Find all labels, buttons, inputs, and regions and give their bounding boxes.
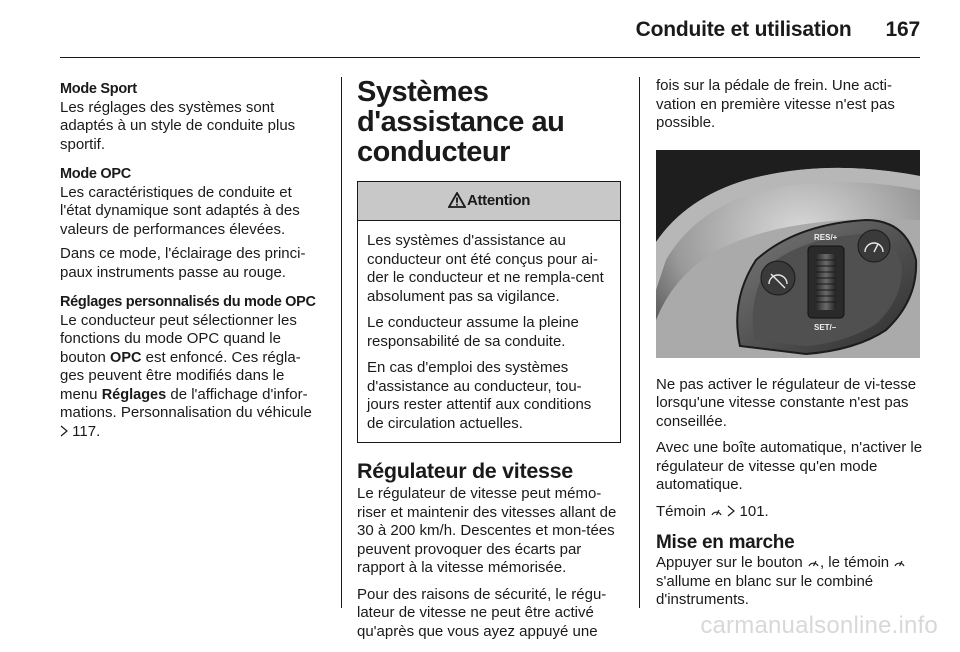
page-reference[interactable]: 101. (739, 502, 769, 520)
subheading-custom: Réglages personnalisés du mode OPC (60, 294, 316, 310)
page-reference-icon[interactable] (60, 425, 68, 437)
mise-en-marche-title: Mise en marche (656, 532, 795, 553)
attention-box (357, 181, 621, 443)
page-header (636, 18, 920, 42)
paragraph-custom: Le conducteur peut sélectionner les fonctions du mode OPC quand le bouton OPC est enfoncé. Ces régla-ges peuvent être modifiés dans le menu Réglages de l'affichage d'infor-mations. Personnalisation du véhicule 117. (60, 311, 312, 440)
paragraph-mise: Appuyer sur le bouton , le témoin s'allume en blanc sur le combiné d'instruments. (656, 554, 926, 610)
attention-header (358, 182, 620, 221)
column-2 (357, 77, 621, 652)
header-rule (60, 57, 920, 58)
column-divider (639, 77, 640, 608)
temoin-line: Témoin 101. (656, 502, 769, 520)
cruise-control-indicator-icon (893, 557, 906, 568)
column-divider (341, 77, 342, 608)
cruise-control-indicator-icon (807, 557, 820, 568)
attention-title: Attention (466, 192, 531, 209)
paragraph: Ne pas activer le régulateur de vi-tesse lorsqu'une vitesse constante n'est pas conseillée. (656, 375, 917, 430)
paragraph: Avec une boîte automatique, n'activer le régulateur de vitesse qu'en mode automatique. (656, 439, 923, 493)
subheading-sport: Mode Sport (60, 81, 137, 97)
opc-button-label: OPC (110, 349, 142, 366)
steering-wheel-cruise-controls-photo (656, 150, 920, 358)
column-3 (656, 77, 926, 621)
subheading-opc: Mode OPC (60, 166, 131, 182)
cruise-control-indicator-icon (710, 506, 723, 517)
attention-paragraph: Les systèmes d'assistance au conducteur ont été conçus pour ai-der le conducteur et ne rempla-cent absolument pas sa vigilance. (367, 232, 604, 305)
paragraph: Le régulateur de vitesse peut mémo-riser et maintenir des vitesses allant de 30 à 200 km/h. Descentes et mon-tées peuvent provoquer des écarts par rapport à la vitesse mémorisée. (357, 485, 617, 576)
settings-menu-label: Réglages (101, 386, 167, 403)
page-number: 167 (885, 18, 920, 41)
warning-icon (448, 192, 466, 208)
cruise-control-title: Régulateur de vitesse (357, 459, 573, 483)
column-1 (60, 80, 322, 452)
header-title: Conduite et utilisation (635, 18, 852, 41)
paragraph: Les réglages des systèmes sont adaptés à un style de conduite plus sportif. (60, 98, 296, 153)
page-reference[interactable]: 117. (72, 422, 101, 440)
paragraph: Dans ce mode, l'éclairage des princi-paux instruments passe au rouge. (60, 245, 306, 281)
page-reference-icon[interactable] (727, 505, 735, 517)
res-plus-label: RES/+ (814, 232, 838, 242)
paragraph: Pour des raisons de sécurité, le régu-lateur de vitesse ne peut être activé qu'après que vous ayez appuyé une (357, 585, 607, 640)
paragraph: Les caractéristiques de conduite et l'état dynamique sont adaptés à des valeurs de performances élevées. (60, 183, 300, 238)
attention-body (358, 221, 620, 442)
attention-paragraph: Le conducteur assume la pleine responsabilité de sa conduite. (367, 314, 579, 350)
attention-paragraph: En cas d'emploi des systèmes d'assistance au conducteur, tou-jours rester attentif aux conditions de circulation actuelles. (367, 359, 592, 432)
set-minus-label: SET/– (814, 322, 837, 332)
watermark: carmanualsonline.info (700, 612, 938, 639)
section-title: Systèmes d'assistance au conducteur (357, 76, 565, 168)
paragraph: fois sur la pédale de frein. Une acti-vation en première vitesse n'est pas possible. (656, 77, 895, 131)
